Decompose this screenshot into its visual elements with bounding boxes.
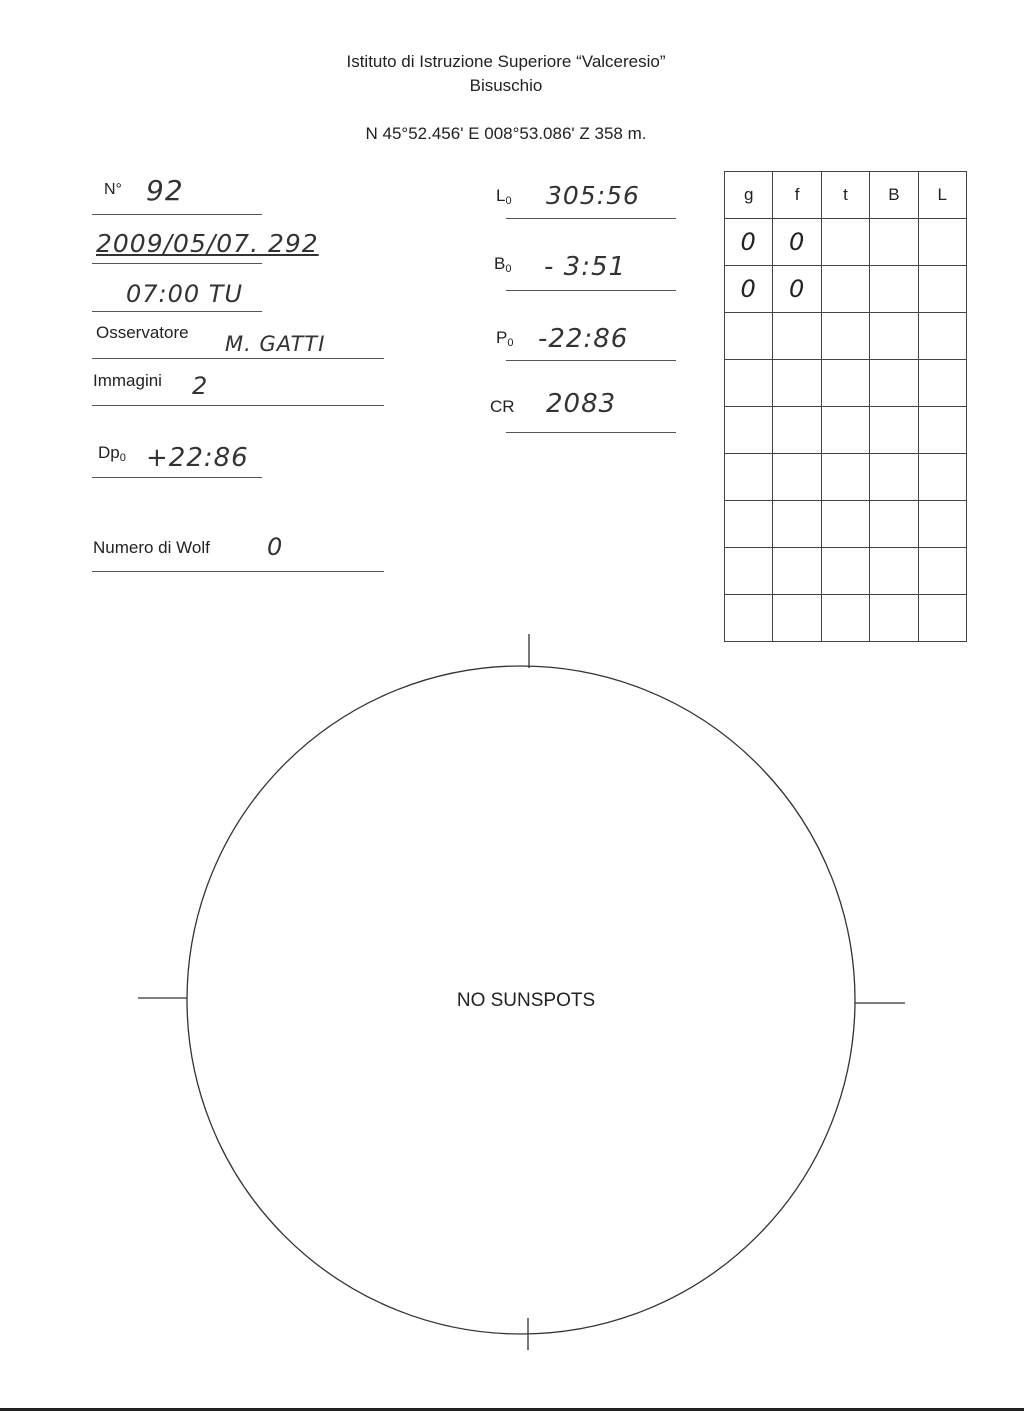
b0-letter: B xyxy=(494,254,506,273)
table-cell: 0 xyxy=(773,266,821,313)
header-t: t xyxy=(821,172,869,219)
p0-letter: P xyxy=(496,328,508,347)
images-value: 2 xyxy=(192,372,209,400)
wolf-label: Numero di Wolf xyxy=(93,538,210,557)
no-sunspots-label: NO SUNSPOTS xyxy=(456,990,596,1011)
p0-sub: 0 xyxy=(507,337,514,349)
date-value: 2009/05/07. 292 xyxy=(96,229,319,258)
observer-label: Osservatore xyxy=(96,323,189,342)
cr-label: CR xyxy=(490,397,515,416)
dp-sub: 0 xyxy=(119,452,126,464)
table-cell: 0 xyxy=(725,266,773,313)
dp-label: Dp xyxy=(98,443,120,462)
page-bottom-edge xyxy=(0,1408,1024,1411)
l0-sub: 0 xyxy=(505,195,512,207)
dp0-value: +22:86 xyxy=(146,443,249,473)
time-value: 07:00 TU xyxy=(126,280,244,308)
institute-name: Istituto di Istruzione Superiore “Valceresio” xyxy=(346,52,666,71)
l0-value: 305:56 xyxy=(546,181,640,210)
cr-value: 2083 xyxy=(546,389,617,419)
header-b: B xyxy=(870,172,918,219)
station-coordinates: N 45°52.456' E 008°53.086' Z 358 m. xyxy=(365,124,647,143)
observer-value: M. GATTI xyxy=(225,332,326,356)
wolf-value: 0 xyxy=(267,533,284,561)
number-label: N° xyxy=(104,181,122,198)
table-cell: 0 xyxy=(725,219,773,266)
images-label: Immagini xyxy=(93,371,162,390)
header-g: g xyxy=(725,172,773,219)
table-cell: 0 xyxy=(773,219,821,266)
number-value: 92 xyxy=(146,174,184,207)
header-f: f xyxy=(773,172,821,219)
b0-value: - 3:51 xyxy=(544,252,627,282)
institute-town: Bisuschio xyxy=(469,76,543,95)
p0-value: -22:86 xyxy=(538,324,629,354)
b0-sub: 0 xyxy=(505,263,512,275)
header-l: L xyxy=(918,172,966,219)
l0-letter: L xyxy=(496,186,506,205)
